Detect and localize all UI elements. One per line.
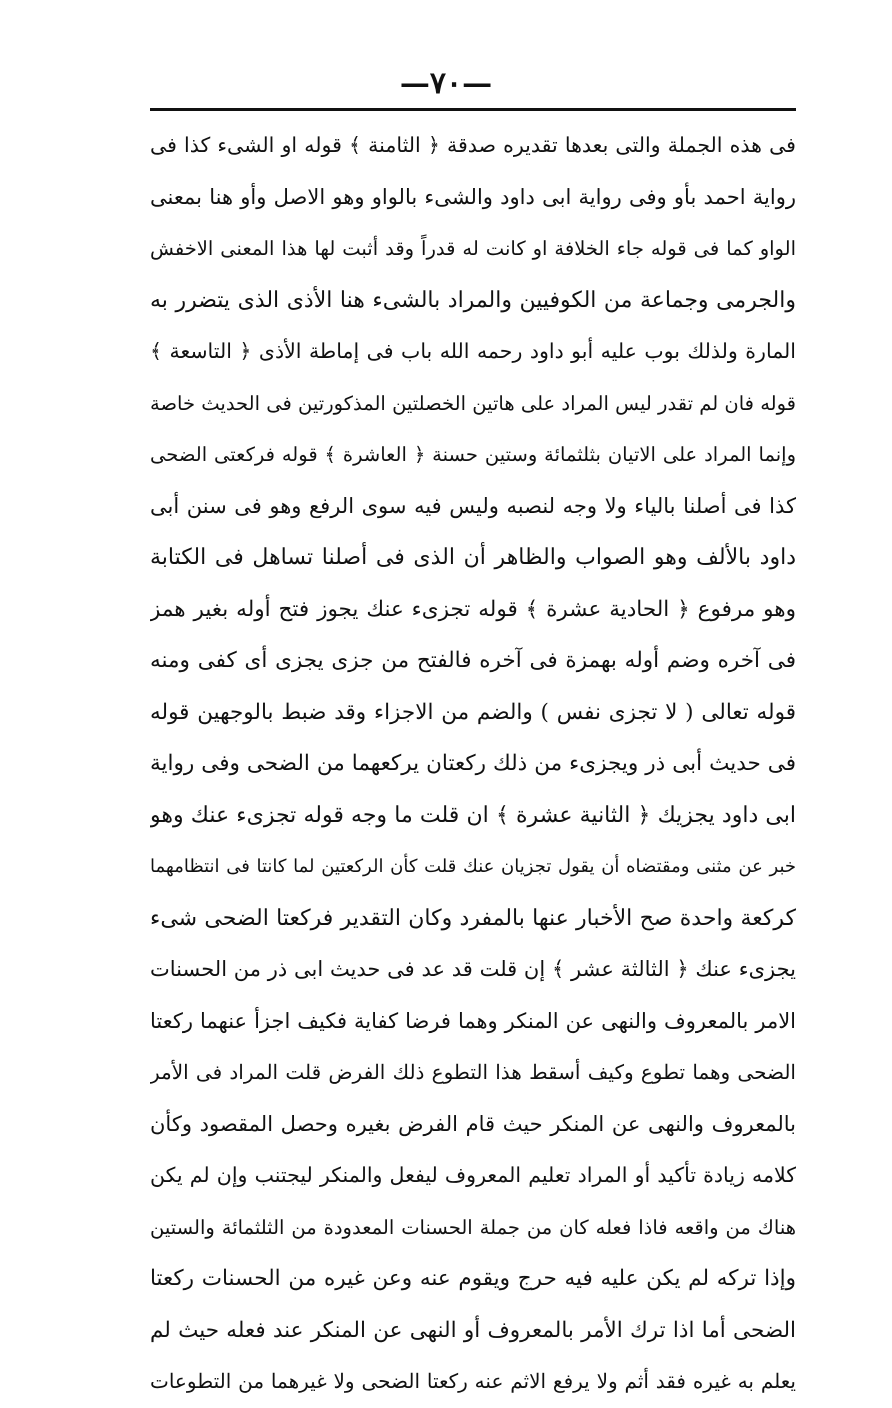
- text-line: الضحى أما اذا ترك الأمر بالمعروف أو النهى عن المنكر عند فعله حيث لم: [150, 1317, 796, 1343]
- text-line: وإذا تركه لم يكن عليه فيه حرج ويقوم عنه وعن غيره من الحسنات ركعتا: [150, 1266, 796, 1291]
- text-line: ابى داود يجزيك ﴿ الثانية عشرة ﴾ ان قلت ما وجه قوله تجزىء عنك وهو: [150, 802, 796, 828]
- text-line: يجزىء عنك ﴿ الثالثة عشر ﴾ إن قلت قد عد فى حديث ابى ذر من الحسنات: [150, 957, 796, 981]
- text-line: الواو كما فى قوله جاء الخلافة او كانت له قدراً وقد أثبت لها هذا المعنى الاخفش: [150, 237, 796, 260]
- text-line: الامر بالمعروف والنهى عن المنكر وهما فرضا كفاية فكيف اجزأ عنهما ركعتا: [150, 1008, 796, 1033]
- text-line: يعلم به غيره فقد أثم ولا يرفع الاثم عنه ركعتا الضحى ولا غيرهما من التطوعات: [150, 1369, 796, 1393]
- text-line: والجرمى وجماعة من الكوفيين والمراد بالشىء هنا الأذى الذى يتضرر به: [150, 287, 796, 313]
- text-line: وهو مرفوع ﴿ الحادية عشرة ﴾ قوله تجزىء عنك يجوز فتح أوله بغير همز: [150, 596, 796, 622]
- text-line: كركعة واحدة صح الأخبار عنها بالمفرد وكان التقدير فركعتا الضحى شىء: [150, 905, 796, 931]
- text-line: رواية احمد بأو وفى رواية ابى داود والشىء بالواو وهو الاصل وأو هنا بمعنى: [150, 184, 796, 209]
- text-line: خبر عن مثنى ومقتضاه أن يقول تجزيان عنك قلت كأن الركعتين لما كانتا فى انتظامهما: [150, 856, 796, 877]
- text-line: المارة ولذلك بوب عليه أبو داود رحمه الله باب فى إماطة الأذى ﴿ التاسعة ﴾: [150, 339, 796, 363]
- text-line: وإنما المراد على الاتيان بثلثمائة وستين حسنة ﴿ العاشرة ﴾ قوله فركعتى الضحى: [150, 443, 796, 466]
- header-rule: [150, 108, 796, 111]
- text-line: الضحى وهما تطوع وكيف أسقط هذا التطوع ذلك الفرض قلت المراد فى الأمر: [150, 1060, 796, 1084]
- text-line: قوله فان لم تقدر ليس المراد على هاتين الخصلتين المذكورتين فى الحديث خاصة: [150, 391, 796, 415]
- text-line: فى هذه الجملة والتى بعدها تقديره صدقة ﴿ الثامنة ﴾ قوله او الشىء كذا فى: [150, 133, 796, 157]
- page-number: —٧٠—: [399, 66, 493, 101]
- text-line: فى آخره وضم أوله بهمزة فى آخره فالفتح من جزى يجزى أى كفى ومنه: [150, 648, 796, 673]
- text-line: كلامه زيادة تأكيد أو المراد تعليم المعروف ليفعل والمنكر ليجتنب وإن لم يكن: [150, 1163, 796, 1187]
- text-line: قوله تعالى ( لا تجزى نفس ) والضم من الاجزاء وقد ضبط بالوجهين قوله: [150, 699, 796, 725]
- text-line: داود بالألف وهو الصواب والظاهر أن الذى فى أصلنا تساهل فى الكتابة: [150, 545, 796, 570]
- text-line: فى حديث أبى ذر ويجزىء من ذلك ركعتان يركعهما من الضحى وفى رواية: [150, 751, 796, 776]
- text-line: هناك من واقعه فاذا فعله كان من جملة الحسنات المعدودة من الثلثمائة والستين: [150, 1215, 796, 1239]
- body-text: [150, 120, 796, 1408]
- text-line: بالمعروف والنهى عن المنكر حيث قام الفرض بغيره وحصل المقصود وكأن: [150, 1111, 796, 1136]
- text-line: كذا فى أصلنا بالياء ولا وجه لنصبه وليس فيه سوى الرفع وهو فى سنن أبى: [150, 493, 796, 518]
